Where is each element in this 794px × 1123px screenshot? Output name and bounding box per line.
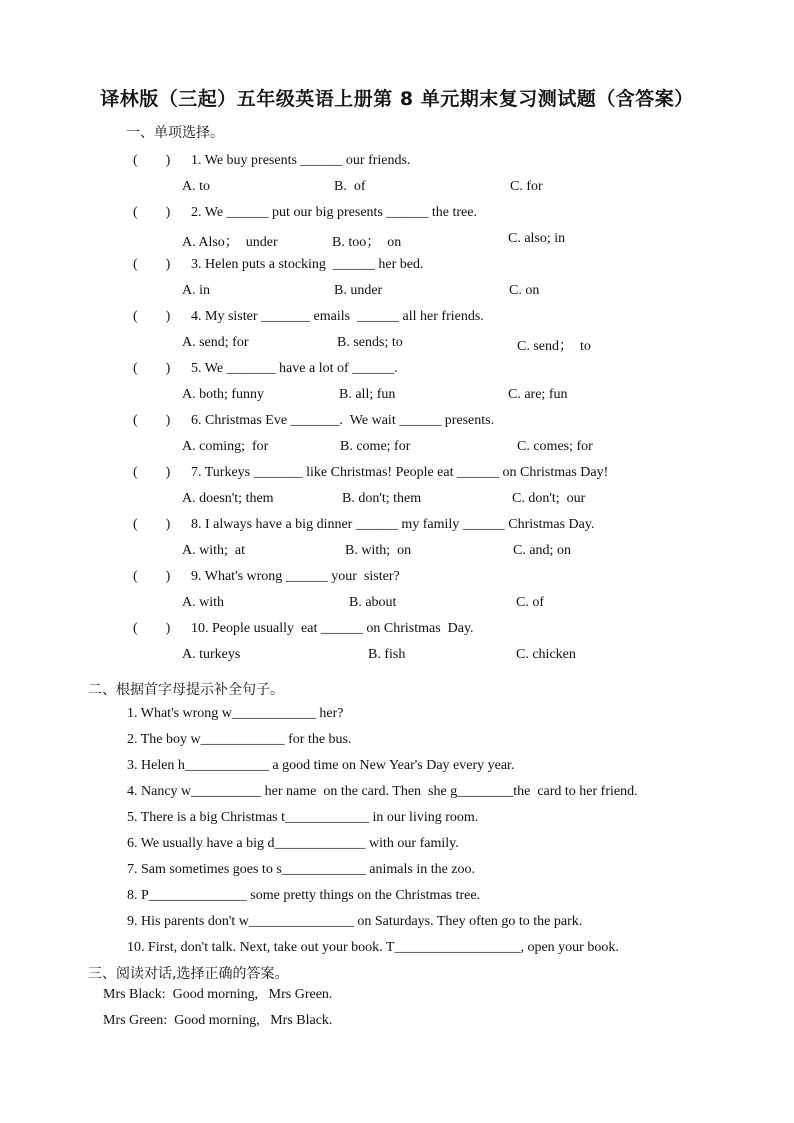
page-title: 译林版（三起）五年级英语上册第 8 单元期末复习测试题（含答案）	[100, 88, 694, 110]
option-a: A. both; funny	[182, 387, 265, 402]
answer-bracket: ( )	[133, 257, 171, 272]
dialogue-line: Mrs Green: Good morning, Mrs Black.	[103, 1013, 333, 1028]
question-stem: 9. What's wrong ______ your sister?	[191, 569, 400, 584]
option-c: C. for	[510, 179, 543, 194]
answer-bracket: ( )	[133, 205, 171, 220]
option-a: A. Also； under	[182, 235, 278, 250]
section1-heading: 一、单项选择。	[126, 125, 224, 141]
option-a: A. with; at	[182, 543, 245, 558]
option-c: C. on	[509, 283, 540, 298]
option-c: C. also; in	[508, 231, 566, 246]
answer-bracket: ( )	[133, 517, 171, 532]
option-a: A. coming; for	[182, 439, 269, 454]
answer-bracket: ( )	[133, 361, 171, 376]
fill-in-item: 3. Helen h____________ a good time on New Year's Day every year.	[127, 758, 515, 773]
option-c: C. are; fun	[508, 387, 568, 402]
option-c: C. of	[516, 595, 544, 610]
option-c: C. and; on	[513, 543, 571, 558]
fill-in-item: 7. Sam sometimes goes to s____________ animals in the zoo.	[127, 862, 476, 877]
option-a: A. doesn't; them	[182, 491, 274, 506]
dialogue-line: Mrs Black: Good morning, Mrs Green.	[103, 987, 333, 1002]
option-c: C. chicken	[516, 647, 576, 662]
option-a: A. with	[182, 595, 224, 610]
fill-in-item: 9. His parents don't w_______________ on Saturdays. They often go to the park.	[127, 914, 583, 929]
option-c: C. comes; for	[517, 439, 593, 454]
fill-in-item: 10. First, don't talk. Next, take out your book. T__________________, open your book.	[127, 940, 619, 955]
option-b: B. fish	[368, 647, 406, 662]
answer-bracket: ( )	[133, 153, 171, 168]
option-b: B. under	[334, 283, 383, 298]
fill-in-item: 5. There is a big Christmas t____________ in our living room.	[127, 810, 479, 825]
question-stem: 7. Turkeys _______ like Christmas! People eat ______ on Christmas Day!	[191, 465, 609, 480]
option-b: B. about	[349, 595, 397, 610]
option-b: B. of	[334, 179, 366, 194]
answer-bracket: ( )	[133, 309, 171, 324]
answer-bracket: ( )	[133, 569, 171, 584]
option-a: A. turkeys	[182, 647, 241, 662]
option-b: B. come; for	[340, 439, 411, 454]
fill-in-item: 2. The boy w____________ for the bus.	[127, 732, 352, 747]
option-a: A. send; for	[182, 335, 249, 350]
option-b: B. with; on	[345, 543, 412, 558]
option-a: A. in	[182, 283, 210, 298]
answer-bracket: ( )	[133, 465, 171, 480]
section2-heading: 二、根据首字母提示补全句子。	[88, 682, 284, 698]
question-stem: 1. We buy presents ______ our friends.	[191, 153, 411, 168]
answer-bracket: ( )	[133, 621, 171, 636]
option-b: B. all; fun	[339, 387, 396, 402]
question-stem: 10. People usually eat ______ on Christmas Day.	[191, 621, 474, 636]
option-c: C. send； to	[517, 339, 591, 354]
option-b: B. sends; to	[337, 335, 403, 350]
answer-bracket: ( )	[133, 413, 171, 428]
question-stem: 3. Helen puts a stocking ______ her bed.	[191, 257, 424, 272]
question-stem: 6. Christmas Eve _______. We wait ______ presents.	[191, 413, 495, 428]
question-stem: 4. My sister _______ emails ______ all her friends.	[191, 309, 484, 324]
question-stem: 5. We _______ have a lot of ______.	[191, 361, 398, 376]
fill-in-item: 1. What's wrong w____________ her?	[127, 706, 344, 721]
option-b: B. too； on	[332, 235, 402, 250]
fill-in-item: 6. We usually have a big d_____________ with our family.	[127, 836, 459, 851]
question-stem: 8. I always have a big dinner ______ my family ______ Christmas Day.	[191, 517, 595, 532]
option-c: C. don't; our	[512, 491, 586, 506]
fill-in-item: 8. P______________ some pretty things on the Christmas tree.	[127, 888, 481, 903]
option-a: A. to	[182, 179, 210, 194]
section3-heading: 三、阅读对话,选择正确的答案。	[88, 966, 289, 982]
question-stem: 2. We ______ put our big presents ______ the tree.	[191, 205, 477, 220]
option-b: B. don't; them	[342, 491, 422, 506]
fill-in-item: 4. Nancy w__________ her name on the card. Then she g________the card to her friend.	[127, 784, 638, 799]
